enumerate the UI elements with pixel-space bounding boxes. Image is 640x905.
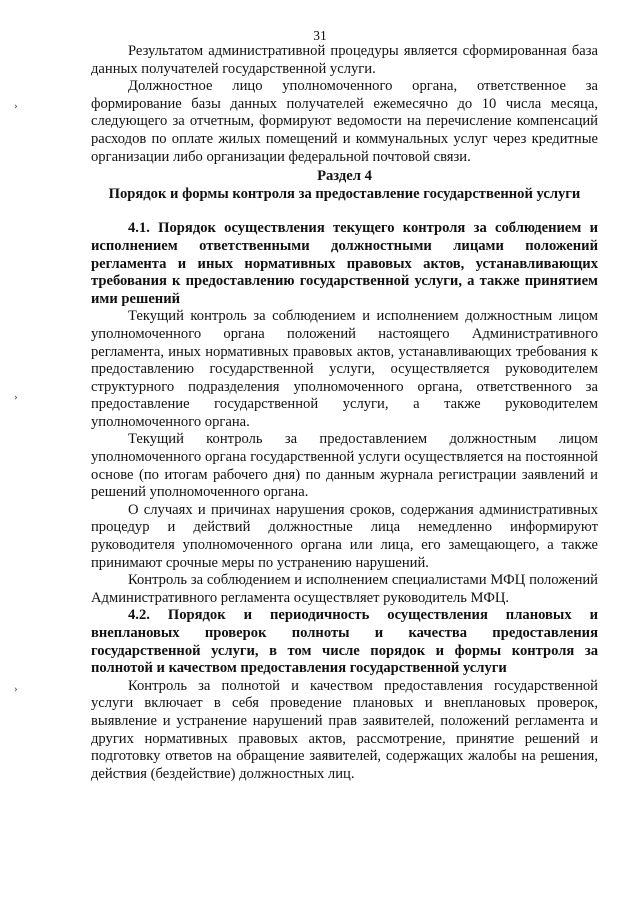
paragraph-database-official: Должностное лицо уполномоченного органа, ответственное за формирование базы данных получателей ежемесячно до 10 числа месяца, следующего за отчетным, формируют ведомости на перечисление компенсаций расходов по оплате жилых помещений и коммунальных услуг через кредитные организации либо организации федеральной почтовой связи.: [91, 78, 598, 165]
subsection-4-2-title: 4.2. Порядок и периодичность осуществления плановых и внеплановых проверок полноты и качества предоставления государственной услуги, в том числе порядок и формы контроля за полнотой и качеством предоставления государственной услуги: [91, 607, 598, 677]
page-number: 31: [313, 28, 327, 43]
subsection-4-1-title: 4.1. Порядок осуществления текущего контроля за соблюдением и исполнением ответственными должностными лицами положений регламента и иных нормативных правовых актов, устанавливающих требования к предоставлению государственной услуги, а также принятием ими решений: [91, 220, 598, 307]
subsection-4-1-paragraph-2: Текущий контроль за предоставлением должностным лицом уполномоченного органа государственной услуги осуществляется на постоянной основе (по итогам рабочего дня) по данным журнала регистрации заявлений и решений уполномоченного органа.: [91, 431, 598, 501]
subsection-4-1-paragraph-4: Контроль за соблюдением и исполнением специалистами МФЦ положений Административного регламента осуществляет руководитель МФЦ.: [91, 572, 598, 606]
scan-margin-mark: ›: [14, 100, 18, 112]
scan-margin-mark: ›: [14, 391, 18, 403]
section-heading: Порядок и формы контроля за предоставление государственной услуги: [108, 185, 581, 202]
subsection-4-1-paragraph-3: О случаях и причинах нарушения сроков, содержания административных процедур и действий должностные лица немедленно информируют руководителя уполномоченного органа или лица, его замещающего, а также принимают срочные меры по устранению нарушений.: [91, 501, 598, 571]
section-label: Раздел 4: [317, 168, 372, 185]
subsection-4-2-paragraph-1: Контроль за полнотой и качеством предоставления государственной услуги включает в себя проведение плановых и внеплановых проверок, выявление и устранение нарушений прав заявителей, положений регламента и других нормативных правовых актов, рассмотрение, принятие решений и подготовку ответов на обращение заявителей, содержащих жалобы на решения, действия (бездействие) должностных лиц.: [91, 677, 598, 782]
scan-margin-mark: ›: [14, 683, 18, 695]
paragraph-result: Результатом административной процедуры является сформированная база данных получателей государственной услуги.: [91, 43, 598, 77]
document-body: [91, 43, 598, 783]
subsection-4-1-paragraph-1: Текущий контроль за соблюдением и исполнением должностным лицом уполномоченного органа положений настоящего Административного регламента, иных нормативных правовых актов, устанавливающих требования к предоставлению государственной услуги, осуществляется руководителем структурного подразделения уполномоченного органа, ответственного за предоставление государственной услуги, а также руководителем уполномоченного органа.: [91, 308, 598, 430]
